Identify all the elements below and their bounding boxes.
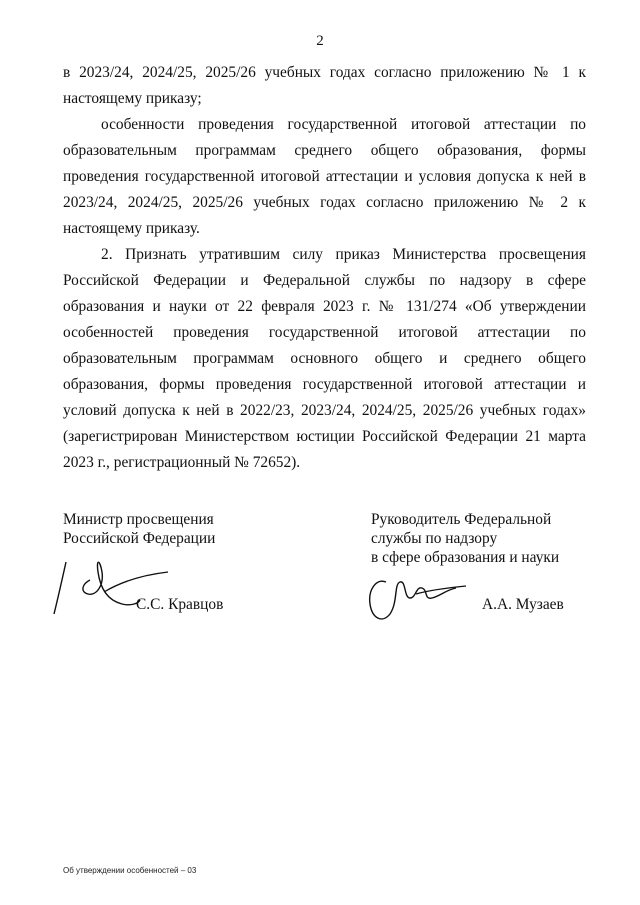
paragraph-3: 2. Признать утратившим силу приказ Министерства просвещения Российской Федерации и Федеральной службы по надзору в сфере образования и науки от 22 февраля 2023 г. № 131/274 «Об утверждении особенностей проведения государственной итоговой аттестации по образовательным программам основного общего и среднего общего образования, формы проведения государственной итоговой аттестации и условий допуска к ней в 2022/23, 2023/24, 2024/25, 2025/26 учебных годах» (зарегистрирован Министерством юстиции Российской Федерации 21 марта 2023 г., регистрационный № 72652). [63, 246, 586, 471]
paragraph-2: особенности проведения государственной итоговой аттестации по образовательным программам среднего общего образования, формы проведения государственной итоговой аттестации и условия допуска к ней в 2023/24, 2024/25, 2025/26 учебных годах согласно приложению № 2 к настоящему приказу. [63, 116, 586, 237]
document-footer: Об утверждении особенностей – 03 [63, 866, 197, 875]
signatory-right-name: А.А. Музаев [482, 596, 564, 613]
signatory-left-title-line2: Российской Федерации [63, 530, 216, 547]
signatory-right-title-line1: Руководитель Федеральной [371, 511, 552, 528]
signatory-left-title-line1: Министр просвещения [63, 511, 214, 528]
paragraph-1: в 2023/24, 2024/25, 2025/26 учебных годах согласно приложению № 1 к настоящему приказу; [63, 64, 586, 107]
signature-right-handwritten [360, 568, 470, 628]
signatory-right-title-line2: службы по надзору [371, 530, 498, 547]
signatory-right-title-line3: в сфере образования и науки [371, 549, 560, 566]
signatory-right-title [371, 510, 591, 567]
signatory-left-title [63, 510, 283, 548]
document-body [63, 60, 586, 476]
page-number: 2 [316, 33, 324, 49]
signatory-left-name: С.С. Кравцов [136, 596, 224, 613]
